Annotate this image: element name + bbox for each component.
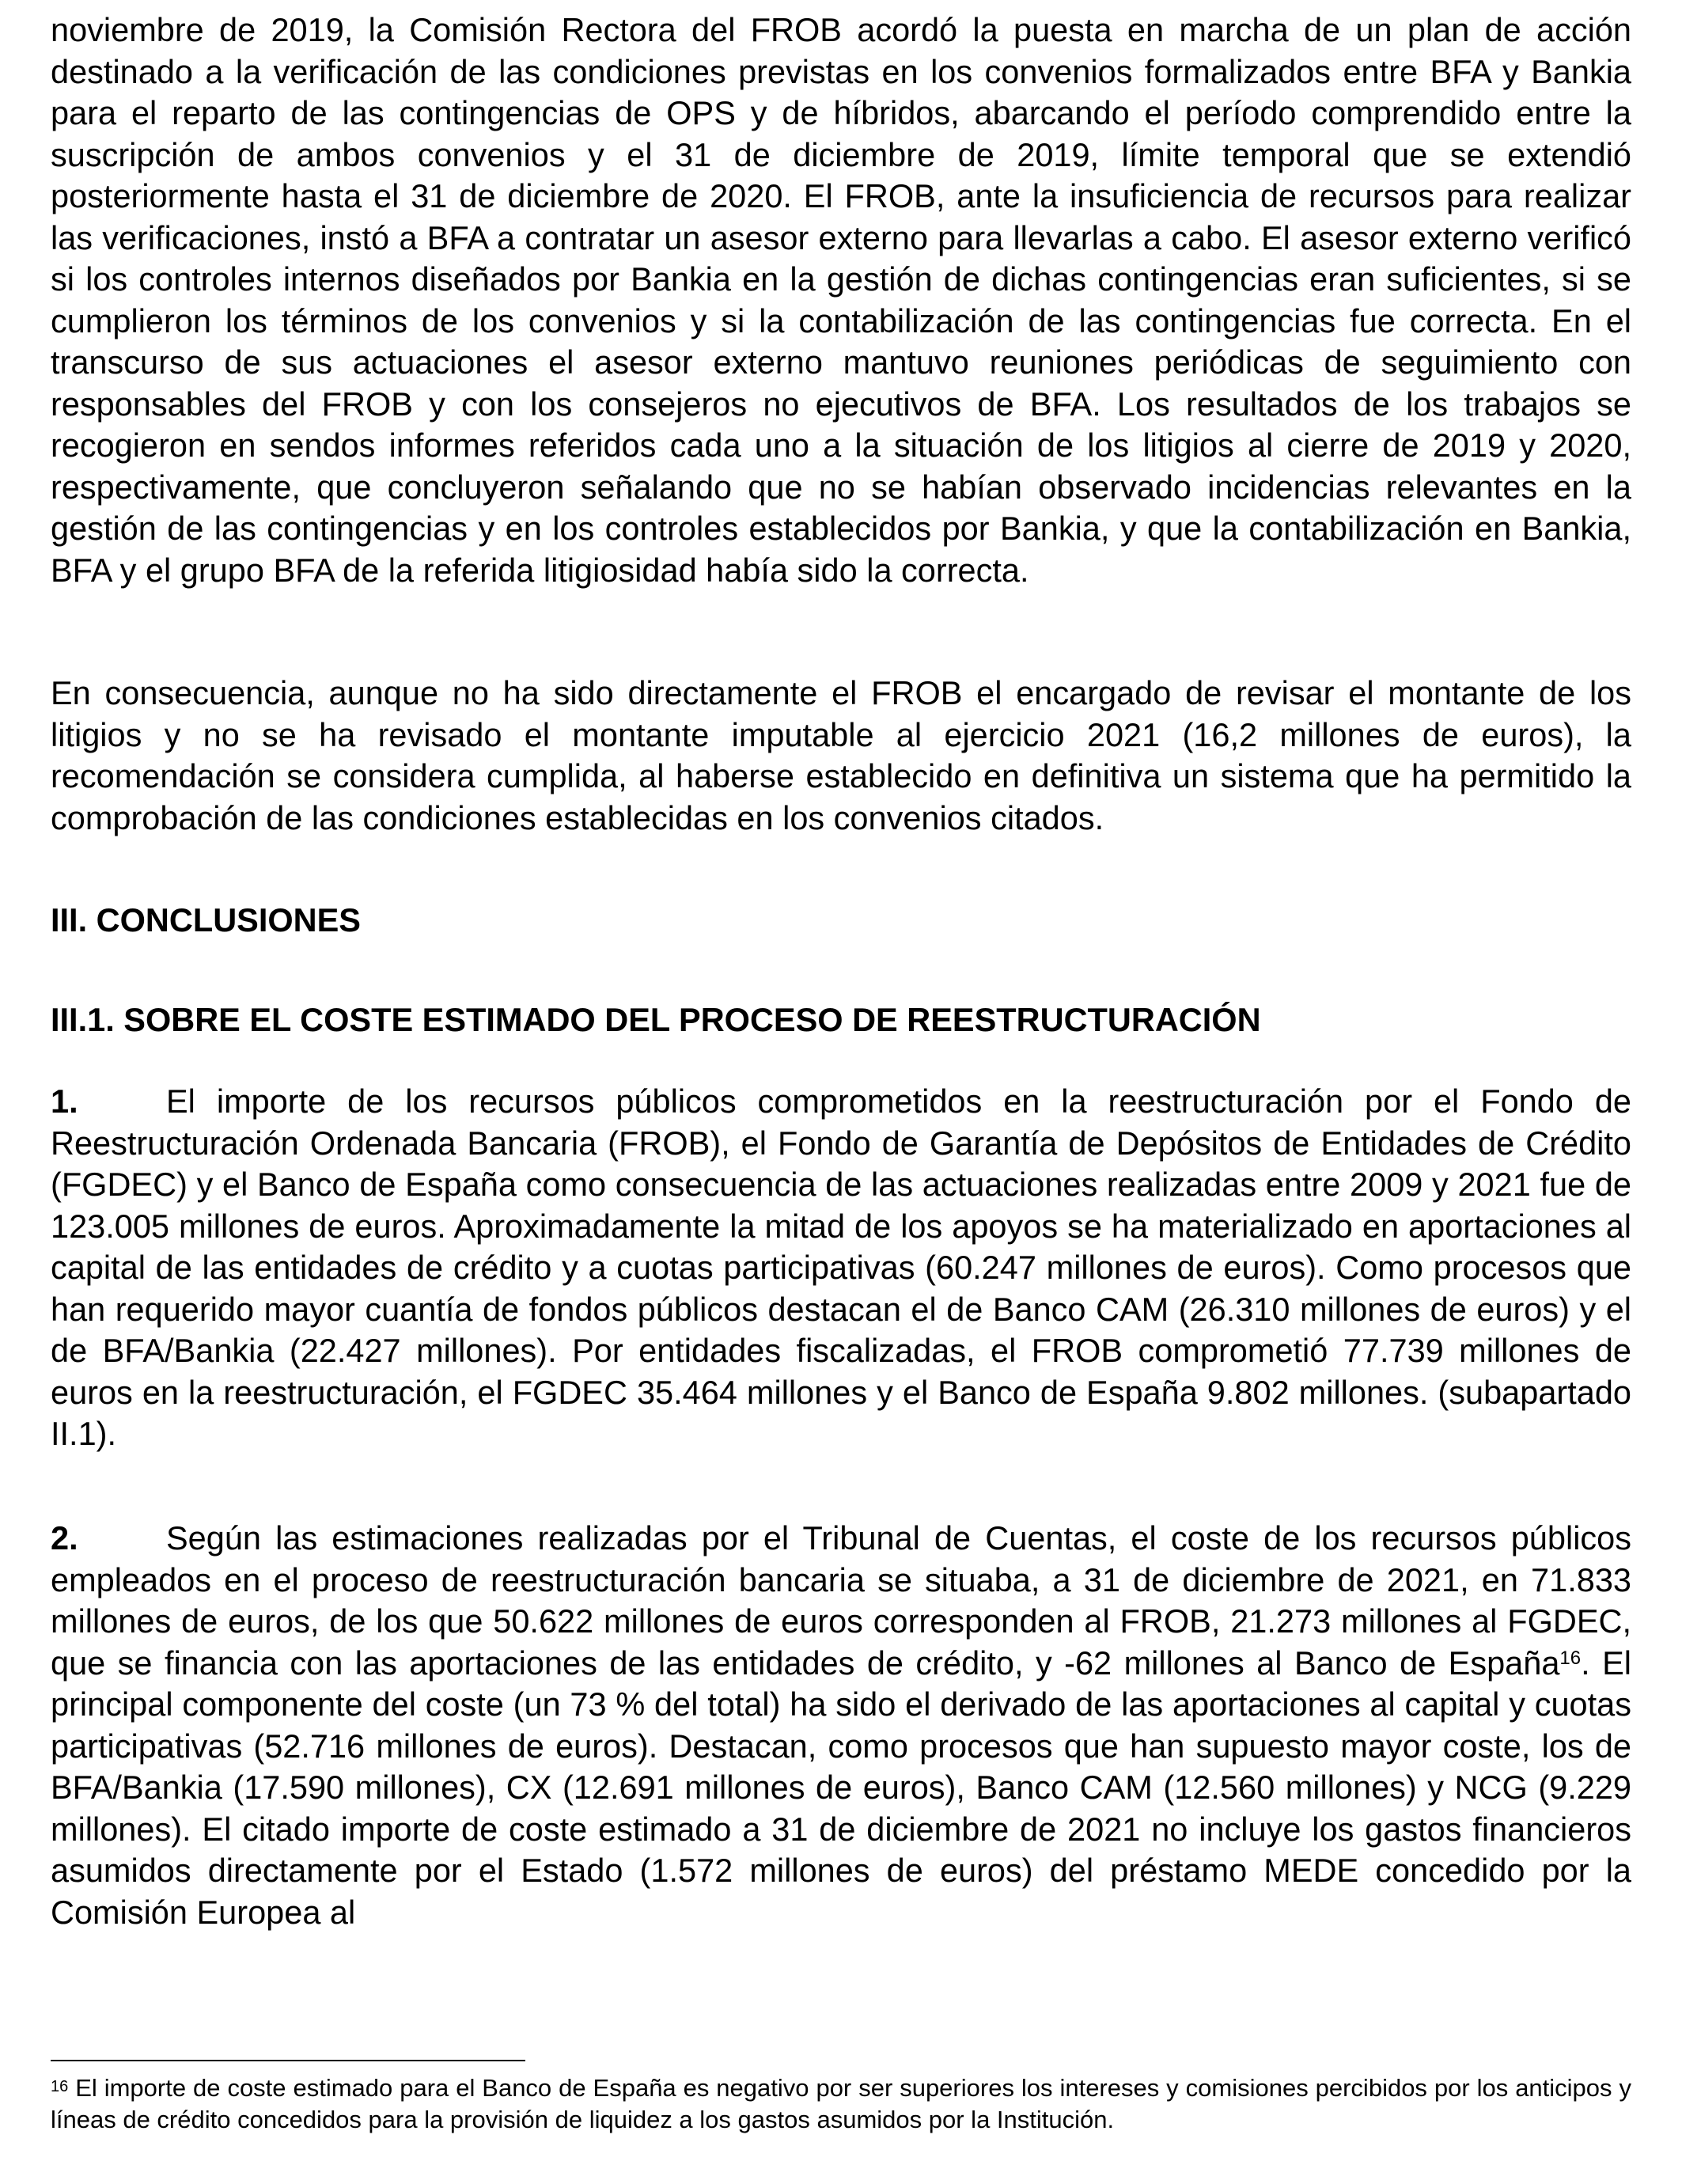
footnote-text: El importe de coste estimado para el Banco de España es negativo por ser superiores los intereses y comisiones percibidos por los anticipos y líneas de crédito concedidos para la provisión de liquidez a los gastos asumidos por la Institución. xyxy=(51,2074,1631,2133)
footnote-separator xyxy=(51,2060,525,2061)
section-heading: III. CONCLUSIONES xyxy=(51,901,361,938)
conclusion-item-1 xyxy=(51,1081,1631,1455)
item-number: 2. xyxy=(51,1519,78,1556)
paragraph-frob-verification: noviembre de 2019, la Comisión Rectora del FROB acordó la puesta en marcha de un plan de acción destinado a la verificación de las condiciones previstas en los convenios formalizados entre BFA y Bankia para el reparto de las contingencias de OPS y de híbridos, abarcando el período comprendido entre la suscripción de ambos convenios y el 31 de diciembre de 2019, límite temporal que se extendió posteriormente hasta el 31 de diciembre de 2020. El FROB, ante la insuficiencia de recursos para realizar las verificaciones, instó a BFA a contratar un asesor externo para llevarlas a cabo. El asesor externo verificó si los controles internos diseñados por Bankia en la gestión de dichas contingencias eran suficientes, si se cumplieron los términos de los convenios y si la contabilización de las contingencias fue correcta. En el transcurso de sus actuaciones el asesor externo mantuvo reuniones periódicas de seguimiento con responsables del FROB y con los consejeros no ejecutivos de BFA. Los resultados de los trabajos se recogieron en sendos informes referidos cada uno a la situación de los litigios al cierre de 2019 y 2020, respectivamente, que concluyeron señalando que no se habían observado incidencias relevantes en la gestión de las contingencias y en los controles establecidos por Bankia, y que la contabilización en Bankia, BFA y el grupo BFA de la referida litigiosidad había sido la correcta. xyxy=(51,11,1631,589)
footnote xyxy=(51,2072,1631,2136)
item-number: 1. xyxy=(51,1083,78,1120)
item-text: El importe de los recursos públicos comprometidos en la reestructuración por el Fondo de Reestructuración Ordenada Bancaria (FROB), el Fondo de Garantía de Depósitos de Entidades de Crédito (FGDEC) y el Banco de España como consecuencia de las actuaciones realizadas entre 2009 y 2021 fue de 123.005 millones de euros. Aproximadamente la mitad de los apoyos se ha materializado en aportaciones al capital de las entidades de crédito y a cuotas participativas (60.247 millones de euros). Como procesos que han requerido mayor cuantía de fondos públicos destacan el de Banco CAM (26.310 millones de euros) y el de BFA/Bankia (22.427 millones). Por entidades fiscalizadas, el FROB comprometió 77.739 millones de euros en la reestructuración, el FGDEC 35.464 millones y el Banco de España 9.802 millones. (subapartado II.1). xyxy=(51,1083,1631,1452)
paragraph-recommendation-fulfilled: En consecuencia, aunque no ha sido directamente el FROB el encargado de revisar el montante de los litigios y no se ha revisado el montante imputable al ejercicio 2021 (16,2 millones de euros), la recomendación se considera cumplida, al haberse establecido en definitiva un sistema que ha permitido la comprobación de las condiciones establecidas en los convenios citados. xyxy=(51,674,1631,836)
item-text-before-footnote: Según las estimaciones realizadas por el Tribunal de Cuentas, el coste de los recursos públicos empleados en el proceso de reestructuración bancaria se situaba, a 31 de diciembre de 2021, en 71.833 millones de euros, de los que 50.622 millones de euros corresponden al FROB, 21.273 millones al FGDEC, que se financia con las aportaciones de las entidades de crédito, y -62 millones al Banco de España xyxy=(51,1519,1631,1682)
footnote-number: 16 xyxy=(51,2078,69,2095)
conclusion-item-2 xyxy=(51,1518,1631,1933)
subsection-heading: III.1. SOBRE EL COSTE ESTIMADO DEL PROCESO DE REESTRUCTURACIÓN xyxy=(51,1001,1261,1038)
item-text-after-footnote: . El principal componente del coste (un 73 % del total) ha sido el derivado de las aportaciones al capital y cuotas participativas (52.716 millones de euros). Destacan, como procesos que han supuesto mayor coste, los de BFA/Bankia (17.590 millones), CX (12.691 millones de euros), Banco CAM (12.560 millones) y NCG (9.229 millones). El citado importe de coste estimado a 31 de diciembre de 2021 no incluye los gastos financieros asumidos directamente por el Estado (1.572 millones de euros) del préstamo MEDE concedido por la Comisión Europea al xyxy=(51,1644,1631,1931)
footnote-reference[interactable]: 16 xyxy=(1559,1647,1582,1669)
